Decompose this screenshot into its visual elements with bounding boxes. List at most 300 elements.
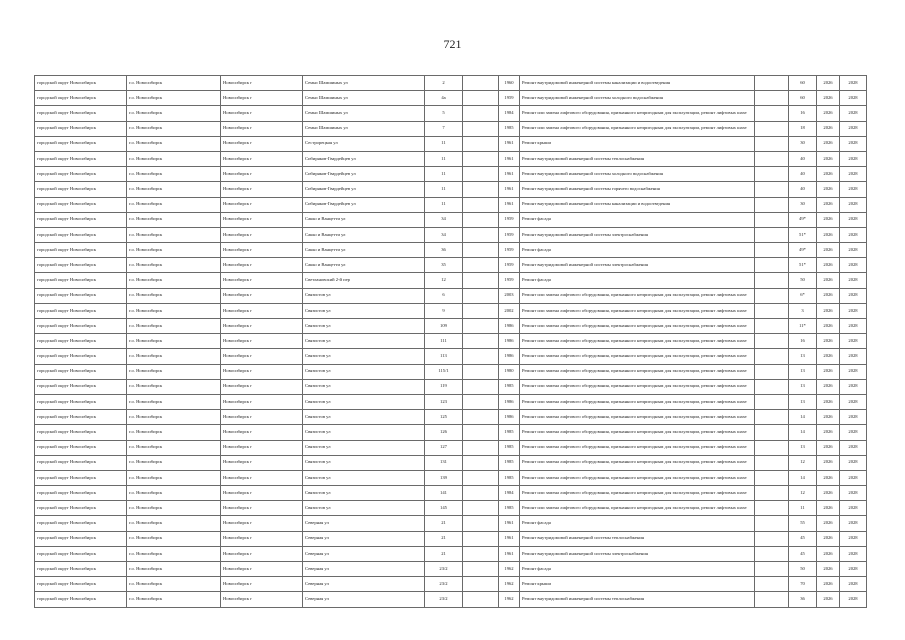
district-cell: г.о. Новосибирск (127, 136, 221, 151)
district-cell: г.о. Новосибирск (127, 531, 221, 546)
building-cell (463, 91, 499, 106)
work-type-cell: Ремонт внутридомовой инженерной системы электроснабжения (520, 546, 755, 561)
table-row (35, 197, 867, 212)
table-row (35, 531, 867, 546)
street-cell: Северная ул (303, 592, 425, 607)
table-row (35, 562, 867, 577)
blank-cell (755, 486, 789, 501)
cost-cell: 6* (789, 288, 817, 303)
building-cell (463, 167, 499, 182)
table-row (35, 151, 867, 166)
building-cell (463, 440, 499, 455)
year-cell: 1986 (499, 394, 520, 409)
work-type-cell: Ремонт фасада (520, 516, 755, 531)
table-row (35, 258, 867, 273)
start-year-cell: 2026 (817, 470, 840, 485)
year-cell: 1961 (499, 136, 520, 151)
year-cell: 1962 (499, 577, 520, 592)
district-cell: г.о. Новосибирск (127, 151, 221, 166)
municipality-cell: городской округ Новосибирск (35, 349, 127, 364)
building-cell (463, 470, 499, 485)
street-cell: Семьи Шамшиных ул (303, 91, 425, 106)
house-cell: 21 (425, 516, 463, 531)
table-row (35, 243, 867, 258)
building-cell (463, 501, 499, 516)
district-cell: г.о. Новосибирск (127, 425, 221, 440)
municipality-cell: городской округ Новосибирск (35, 394, 127, 409)
table-row (35, 303, 867, 318)
work-type-cell: Ремонт или замена лифтового оборудования, признанного непригодным для эксплуатации, ремонт лифтовых шахт (520, 455, 755, 470)
district-cell: г.о. Новосибирск (127, 455, 221, 470)
cost-cell: 11 (789, 501, 817, 516)
cost-cell: 30 (789, 197, 817, 212)
building-cell (463, 197, 499, 212)
year-cell: 1962 (499, 562, 520, 577)
cost-cell: 40 (789, 167, 817, 182)
city-cell: Новосибирск г (221, 562, 303, 577)
municipality-cell: городской округ Новосибирск (35, 577, 127, 592)
city-cell: Новосибирск г (221, 425, 303, 440)
year-cell: 1961 (499, 531, 520, 546)
table-row (35, 364, 867, 379)
house-cell: 36 (425, 243, 463, 258)
municipality-cell: городской округ Новосибирск (35, 379, 127, 394)
work-type-cell: Ремонт или замена лифтового оборудования, признанного непригодным для эксплуатации, ремонт лифтовых шахт (520, 394, 755, 409)
blank-cell (755, 151, 789, 166)
year-cell: 1985 (499, 501, 520, 516)
work-type-cell: Ремонт или замена лифтового оборудования, признанного непригодным для эксплуатации, ремонт лифтовых шахт (520, 486, 755, 501)
work-type-cell: Ремонт внутридомовой инженерной системы теплоснабжения (520, 531, 755, 546)
blank-cell (755, 349, 789, 364)
district-cell: г.о. Новосибирск (127, 212, 221, 227)
table-row (35, 516, 867, 531)
district-cell: г.о. Новосибирск (127, 410, 221, 425)
building-cell (463, 592, 499, 607)
blank-cell (755, 410, 789, 425)
blank-cell (755, 592, 789, 607)
street-cell: Связистов ул (303, 501, 425, 516)
city-cell: Новосибирск г (221, 227, 303, 242)
district-cell: г.о. Новосибирск (127, 106, 221, 121)
cost-cell: 12 (789, 486, 817, 501)
table-body (35, 76, 867, 608)
table-row (35, 455, 867, 470)
district-cell: г.о. Новосибирск (127, 334, 221, 349)
blank-cell (755, 562, 789, 577)
municipality-cell: городской округ Новосибирск (35, 303, 127, 318)
district-cell: г.о. Новосибирск (127, 546, 221, 561)
street-cell: Сестрорецкая ул (303, 136, 425, 151)
end-year-cell: 2028 (840, 425, 867, 440)
street-cell: Сакко и Ванцетти ул (303, 243, 425, 258)
blank-cell (755, 121, 789, 136)
house-cell: 9 (425, 303, 463, 318)
street-cell: Связистов ул (303, 349, 425, 364)
work-type-cell: Ремонт внутридомовой инженерной системы канализации и водоотведения (520, 197, 755, 212)
end-year-cell: 2028 (840, 379, 867, 394)
cost-cell: 45 (789, 531, 817, 546)
city-cell: Новосибирск г (221, 501, 303, 516)
street-cell: Связистов ул (303, 394, 425, 409)
start-year-cell: 2026 (817, 531, 840, 546)
work-type-cell: Ремонт фасада (520, 243, 755, 258)
city-cell: Новосибирск г (221, 546, 303, 561)
district-cell: г.о. Новосибирск (127, 577, 221, 592)
house-cell: 5 (425, 106, 463, 121)
start-year-cell: 2026 (817, 410, 840, 425)
blank-cell (755, 167, 789, 182)
street-cell: Связистов ул (303, 440, 425, 455)
work-type-cell: Ремонт внутридомовой инженерной системы электроснабжения (520, 227, 755, 242)
house-cell: 2 (425, 76, 463, 91)
district-cell: г.о. Новосибирск (127, 227, 221, 242)
cost-cell: 51* (789, 227, 817, 242)
municipality-cell: городской округ Новосибирск (35, 258, 127, 273)
house-cell: 11 (425, 151, 463, 166)
district-cell: г.о. Новосибирск (127, 562, 221, 577)
start-year-cell: 2026 (817, 76, 840, 91)
start-year-cell: 2026 (817, 151, 840, 166)
city-cell: Новосибирск г (221, 319, 303, 334)
year-cell: 1962 (499, 592, 520, 607)
start-year-cell: 2026 (817, 516, 840, 531)
municipality-cell: городской округ Новосибирск (35, 136, 127, 151)
work-type-cell: Ремонт или замена лифтового оборудования, признанного непригодным для эксплуатации, ремонт лифтовых шахт (520, 425, 755, 440)
cost-cell: 40 (789, 182, 817, 197)
street-cell: Светлановский 2-й пер (303, 273, 425, 288)
street-cell: Северная ул (303, 516, 425, 531)
table-row (35, 76, 867, 91)
table-row (35, 319, 867, 334)
building-cell (463, 212, 499, 227)
municipality-cell: городской округ Новосибирск (35, 425, 127, 440)
year-cell: 1961 (499, 546, 520, 561)
cost-cell: 55 (789, 516, 817, 531)
city-cell: Новосибирск г (221, 364, 303, 379)
blank-cell (755, 425, 789, 440)
table-row (35, 349, 867, 364)
blank-cell (755, 516, 789, 531)
work-type-cell: Ремонт или замена лифтового оборудования, признанного непригодным для эксплуатации, ремонт лифтовых шахт (520, 334, 755, 349)
municipality-cell: городской округ Новосибирск (35, 151, 127, 166)
municipality-cell: городской округ Новосибирск (35, 364, 127, 379)
year-cell: 1985 (499, 379, 520, 394)
building-cell (463, 273, 499, 288)
work-type-cell: Ремонт фасада (520, 562, 755, 577)
start-year-cell: 2026 (817, 425, 840, 440)
end-year-cell: 2028 (840, 197, 867, 212)
start-year-cell: 2026 (817, 227, 840, 242)
table-row (35, 121, 867, 136)
cost-cell: 13 (789, 364, 817, 379)
table-row (35, 440, 867, 455)
street-cell: Связистов ул (303, 288, 425, 303)
blank-cell (755, 470, 789, 485)
municipality-cell: городской округ Новосибирск (35, 592, 127, 607)
table-row (35, 470, 867, 485)
start-year-cell: 2026 (817, 136, 840, 151)
table-row (35, 486, 867, 501)
end-year-cell: 2028 (840, 151, 867, 166)
city-cell: Новосибирск г (221, 303, 303, 318)
year-cell: 1984 (499, 106, 520, 121)
city-cell: Новосибирск г (221, 394, 303, 409)
year-cell: 1961 (499, 167, 520, 182)
city-cell: Новосибирск г (221, 288, 303, 303)
house-cell: 6 (425, 288, 463, 303)
end-year-cell: 2028 (840, 167, 867, 182)
end-year-cell: 2028 (840, 121, 867, 136)
house-cell: 141 (425, 486, 463, 501)
work-type-cell: Ремонт или замена лифтового оборудования, признанного непригодным для эксплуатации, ремонт лифтовых шахт (520, 288, 755, 303)
building-cell (463, 319, 499, 334)
repair-registry-table (34, 75, 867, 608)
year-cell: 1959 (499, 227, 520, 242)
district-cell: г.о. Новосибирск (127, 592, 221, 607)
blank-cell (755, 197, 789, 212)
house-cell: 109 (425, 319, 463, 334)
year-cell: 1986 (499, 334, 520, 349)
end-year-cell: 2028 (840, 562, 867, 577)
blank-cell (755, 546, 789, 561)
end-year-cell: 2028 (840, 182, 867, 197)
year-cell: 1961 (499, 197, 520, 212)
cost-cell: 12 (789, 455, 817, 470)
street-cell: Связистов ул (303, 364, 425, 379)
end-year-cell: 2028 (840, 258, 867, 273)
blank-cell (755, 303, 789, 318)
year-cell: 1959 (499, 91, 520, 106)
municipality-cell: городской округ Новосибирск (35, 212, 127, 227)
building-cell (463, 394, 499, 409)
cost-cell: 16 (789, 334, 817, 349)
district-cell: г.о. Новосибирск (127, 486, 221, 501)
end-year-cell: 2028 (840, 288, 867, 303)
street-cell: Связистов ул (303, 303, 425, 318)
street-cell: Связистов ул (303, 425, 425, 440)
work-type-cell: Ремонт или замена лифтового оборудования, признанного непригодным для эксплуатации, ремонт лифтовых шахт (520, 303, 755, 318)
cost-cell: 70 (789, 577, 817, 592)
cost-cell: 40 (789, 151, 817, 166)
street-cell: Семьи Шамшиных ул (303, 76, 425, 91)
district-cell: г.о. Новосибирск (127, 516, 221, 531)
table-row (35, 425, 867, 440)
work-type-cell: Ремонт внутридомовой инженерной системы холодного водоснабжения (520, 91, 755, 106)
city-cell: Новосибирск г (221, 577, 303, 592)
house-cell: 21 (425, 546, 463, 561)
end-year-cell: 2028 (840, 501, 867, 516)
start-year-cell: 2026 (817, 455, 840, 470)
district-cell: г.о. Новосибирск (127, 440, 221, 455)
city-cell: Новосибирск г (221, 592, 303, 607)
district-cell: г.о. Новосибирск (127, 303, 221, 318)
end-year-cell: 2028 (840, 592, 867, 607)
end-year-cell: 2028 (840, 273, 867, 288)
work-type-cell: Ремонт или замена лифтового оборудования, признанного непригодным для эксплуатации, ремонт лифтовых шахт (520, 319, 755, 334)
cost-cell: 13 (789, 379, 817, 394)
cost-cell: 16 (789, 106, 817, 121)
cost-cell: 60 (789, 76, 817, 91)
work-type-cell: Ремонт или замена лифтового оборудования, признанного непригодным для эксплуатации, ремонт лифтовых шахт (520, 410, 755, 425)
street-cell: Сибиряков-Гвардейцев ул (303, 167, 425, 182)
work-type-cell: Ремонт или замена лифтового оборудования, признанного непригодным для эксплуатации, ремонт лифтовых шахт (520, 364, 755, 379)
district-cell: г.о. Новосибирск (127, 349, 221, 364)
year-cell: 1961 (499, 516, 520, 531)
city-cell: Новосибирск г (221, 470, 303, 485)
start-year-cell: 2026 (817, 106, 840, 121)
city-cell: Новосибирск г (221, 379, 303, 394)
table-row (35, 546, 867, 561)
year-cell: 1961 (499, 182, 520, 197)
street-cell: Северная ул (303, 531, 425, 546)
table-row (35, 91, 867, 106)
cost-cell: 14 (789, 410, 817, 425)
cost-cell: 50 (789, 562, 817, 577)
blank-cell (755, 288, 789, 303)
municipality-cell: городской округ Новосибирск (35, 167, 127, 182)
cost-cell: 30 (789, 136, 817, 151)
year-cell: 1980 (499, 364, 520, 379)
cost-cell: 49* (789, 243, 817, 258)
end-year-cell: 2028 (840, 319, 867, 334)
house-cell: 125 (425, 410, 463, 425)
municipality-cell: городской округ Новосибирск (35, 486, 127, 501)
table-row (35, 410, 867, 425)
municipality-cell: городской округ Новосибирск (35, 410, 127, 425)
blank-cell (755, 334, 789, 349)
building-cell (463, 455, 499, 470)
table-row (35, 182, 867, 197)
building-cell (463, 516, 499, 531)
blank-cell (755, 227, 789, 242)
district-cell: г.о. Новосибирск (127, 288, 221, 303)
work-type-cell: Ремонт внутридомовой инженерной системы горячего водоснабжения (520, 182, 755, 197)
cost-cell: 11* (789, 319, 817, 334)
end-year-cell: 2028 (840, 516, 867, 531)
table-row (35, 227, 867, 242)
work-type-cell: Ремонт внутридомовой инженерной системы теплоснабжения (520, 592, 755, 607)
blank-cell (755, 455, 789, 470)
city-cell: Новосибирск г (221, 76, 303, 91)
house-cell: 11 (425, 136, 463, 151)
city-cell: Новосибирск г (221, 258, 303, 273)
year-cell: 1960 (499, 76, 520, 91)
cost-cell: 50 (789, 273, 817, 288)
end-year-cell: 2028 (840, 303, 867, 318)
street-cell: Сибиряков-Гвардейцев ул (303, 197, 425, 212)
work-type-cell: Ремонт или замена лифтового оборудования, признанного непригодным для эксплуатации, ремонт лифтовых шахт (520, 440, 755, 455)
street-cell: Сибиряков-Гвардейцев ул (303, 182, 425, 197)
house-cell: 145 (425, 501, 463, 516)
city-cell: Новосибирск г (221, 486, 303, 501)
house-cell: 7 (425, 121, 463, 136)
building-cell (463, 562, 499, 577)
blank-cell (755, 364, 789, 379)
end-year-cell: 2028 (840, 470, 867, 485)
street-cell: Семьи Шамшиных ул (303, 121, 425, 136)
blank-cell (755, 243, 789, 258)
district-cell: г.о. Новосибирск (127, 258, 221, 273)
end-year-cell: 2028 (840, 546, 867, 561)
house-cell: 11 (425, 197, 463, 212)
year-cell: 1985 (499, 455, 520, 470)
municipality-cell: городской округ Новосибирск (35, 531, 127, 546)
municipality-cell: городской округ Новосибирск (35, 440, 127, 455)
building-cell (463, 425, 499, 440)
building-cell (463, 288, 499, 303)
start-year-cell: 2026 (817, 258, 840, 273)
blank-cell (755, 76, 789, 91)
building-cell (463, 546, 499, 561)
end-year-cell: 2028 (840, 349, 867, 364)
start-year-cell: 2026 (817, 303, 840, 318)
end-year-cell: 2028 (840, 394, 867, 409)
table-row (35, 394, 867, 409)
municipality-cell: городской округ Новосибирск (35, 334, 127, 349)
end-year-cell: 2028 (840, 227, 867, 242)
table-row (35, 334, 867, 349)
city-cell: Новосибирск г (221, 151, 303, 166)
city-cell: Новосибирск г (221, 516, 303, 531)
table-row (35, 273, 867, 288)
end-year-cell: 2028 (840, 334, 867, 349)
city-cell: Новосибирск г (221, 121, 303, 136)
street-cell: Связистов ул (303, 455, 425, 470)
city-cell: Новосибирск г (221, 182, 303, 197)
house-cell: 34 (425, 227, 463, 242)
end-year-cell: 2028 (840, 531, 867, 546)
house-cell: 11 (425, 167, 463, 182)
end-year-cell: 2028 (840, 364, 867, 379)
house-cell: 23/2 (425, 592, 463, 607)
building-cell (463, 577, 499, 592)
end-year-cell: 2028 (840, 106, 867, 121)
district-cell: г.о. Новосибирск (127, 394, 221, 409)
end-year-cell: 2028 (840, 410, 867, 425)
start-year-cell: 2026 (817, 364, 840, 379)
city-cell: Новосибирск г (221, 243, 303, 258)
municipality-cell: городской округ Новосибирск (35, 501, 127, 516)
city-cell: Новосибирск г (221, 334, 303, 349)
end-year-cell: 2028 (840, 76, 867, 91)
year-cell: 1985 (499, 470, 520, 485)
house-cell: 21 (425, 531, 463, 546)
cost-cell: 36 (789, 592, 817, 607)
start-year-cell: 2026 (817, 273, 840, 288)
start-year-cell: 2026 (817, 394, 840, 409)
house-cell: 11 (425, 182, 463, 197)
year-cell: 1959 (499, 243, 520, 258)
street-cell: Сакко и Ванцетти ул (303, 258, 425, 273)
city-cell: Новосибирск г (221, 136, 303, 151)
blank-cell (755, 212, 789, 227)
building-cell (463, 349, 499, 364)
district-cell: г.о. Новосибирск (127, 197, 221, 212)
house-cell: 4а (425, 91, 463, 106)
end-year-cell: 2028 (840, 455, 867, 470)
building-cell (463, 531, 499, 546)
table-row (35, 106, 867, 121)
city-cell: Новосибирск г (221, 440, 303, 455)
blank-cell (755, 319, 789, 334)
year-cell: 1986 (499, 349, 520, 364)
end-year-cell: 2028 (840, 91, 867, 106)
start-year-cell: 2026 (817, 288, 840, 303)
year-cell: 1985 (499, 440, 520, 455)
house-cell: 131 (425, 455, 463, 470)
building-cell (463, 136, 499, 151)
municipality-cell: городской округ Новосибирск (35, 91, 127, 106)
